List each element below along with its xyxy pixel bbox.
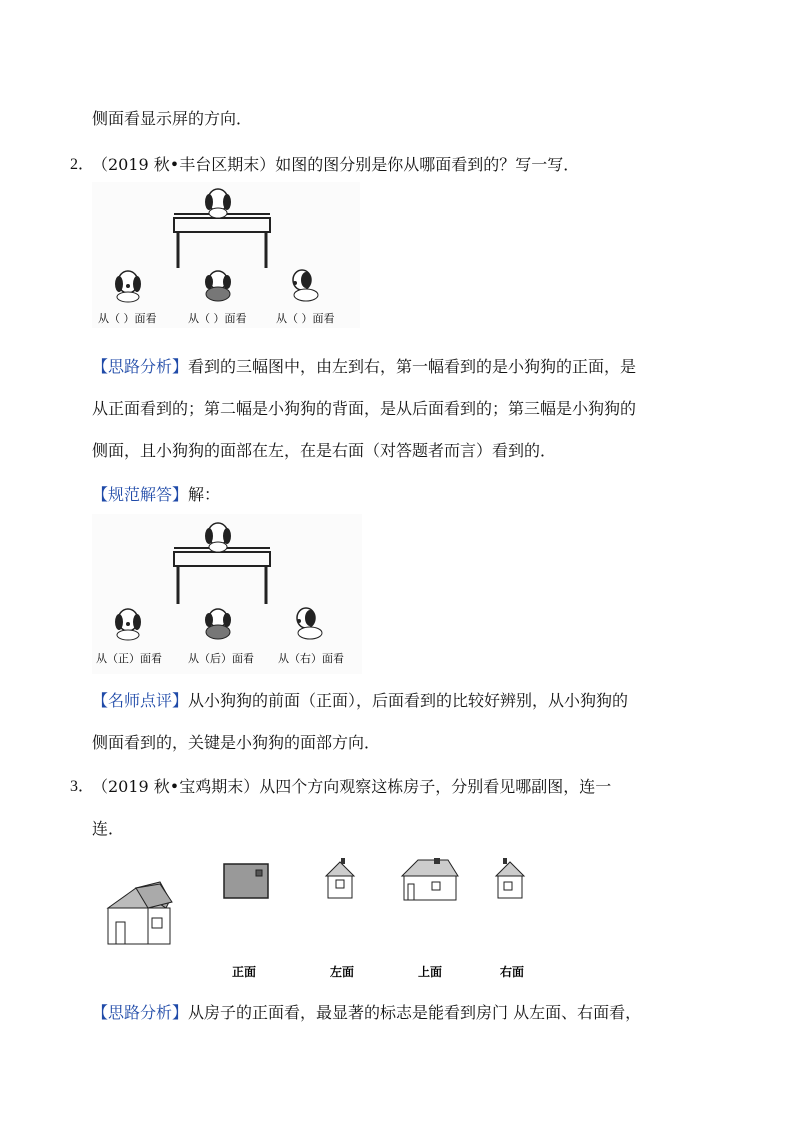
q2-answer-figure	[92, 514, 362, 674]
analysis-tag: 【思路分析】	[92, 1003, 189, 1022]
figure-label-1: 从（ ）面看	[98, 312, 157, 325]
q2-analysis-line-2: 从正面看到的；第二幅是小狗狗的背面，是从后面看到的；第三幅是小狗狗的	[92, 399, 637, 418]
q2-answer-line: 【规范解答】解：	[92, 485, 221, 504]
answer-tag: 【规范解答】	[92, 485, 189, 504]
q2-comment-line-1: 【名师点评】从小狗狗的前面（正面），后面看到的比较好辨别，从小狗狗的	[92, 691, 629, 710]
dog-back-view	[205, 609, 231, 639]
answer-label-2: 从（后）面看	[188, 652, 254, 665]
question-3-figure	[96, 852, 536, 986]
comment-tag: 【名师点评】	[92, 691, 189, 710]
q3-analysis-line: 【思路分析】从房子的正面看，最显著的标志是能看到房门 从左面、右面看，	[92, 1003, 642, 1022]
question-2-figure	[92, 182, 360, 328]
figure-label-3: 从（ ）面看	[276, 312, 335, 325]
view-label-right: 右面	[500, 965, 525, 979]
question-3-stem-line-1: （2019 秋•宝鸡期末）从四个方向观察这栋房子，分别看见哪副图，连一	[92, 777, 612, 796]
view-label-left: 左面	[330, 965, 355, 979]
question-3-number: 3．	[70, 778, 95, 795]
q2-comment-line-2: 侧面看到的，关键是小狗狗的面部方向．	[92, 733, 381, 752]
q2-analysis-line-1: 【思路分析】看到的三幅图中，由左到右，第一幅看到的是小狗狗的正面，是	[92, 357, 637, 376]
dog-back-view	[205, 271, 231, 301]
question-2-stem: （2019 秋•丰台区期末）如图的图分别是你从哪面看到的？写一写．	[92, 155, 580, 174]
continued-text: 侧面看显示屏的方向．	[92, 109, 253, 128]
question-3-stem-line-2: 连．	[92, 819, 125, 838]
question-2-number: 2．	[70, 156, 95, 173]
answer-label-1: 从（正）面看	[96, 652, 162, 665]
view-label-front: 正面	[232, 965, 257, 979]
view-label-top: 上面	[418, 965, 443, 979]
answer-label-3: 从（右）面看	[278, 652, 344, 665]
top-view-drawing	[224, 864, 268, 898]
figure-label-2: 从（ ）面看	[188, 312, 247, 325]
analysis-tag: 【思路分析】	[92, 357, 189, 376]
q2-analysis-line-3: 侧面，且小狗狗的面部在左，在是右面（对答题者而言）看到的．	[92, 441, 557, 460]
